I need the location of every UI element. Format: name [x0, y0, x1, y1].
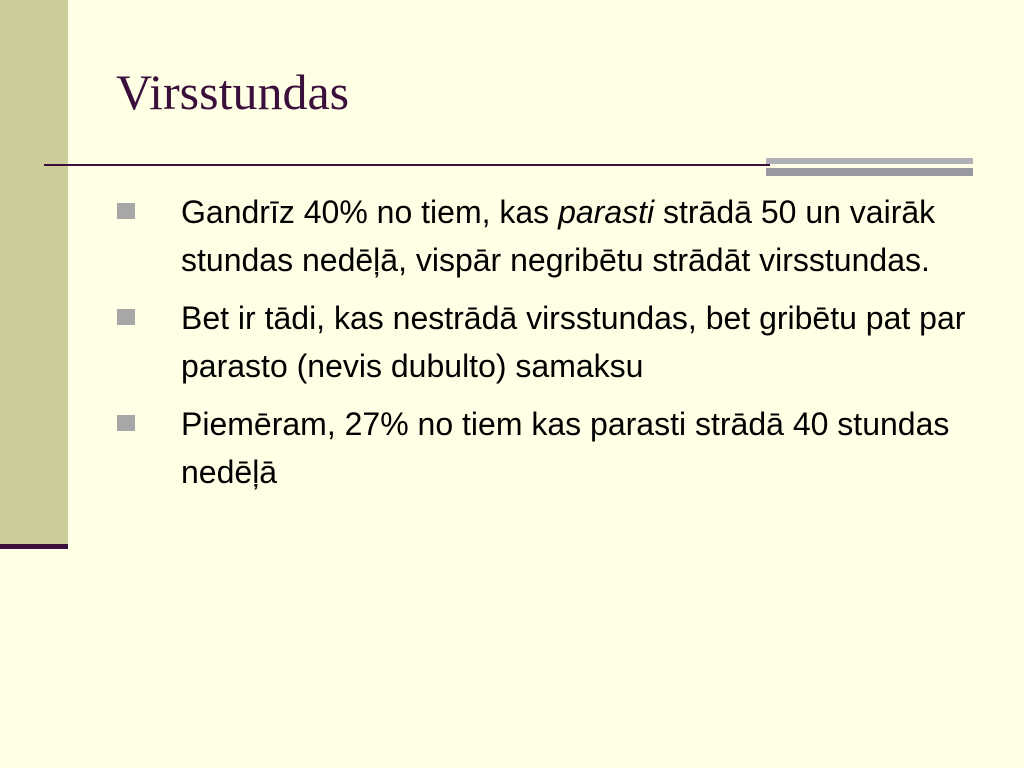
bullet-item-2 [0, 294, 1024, 390]
left-band-bottom-rule [0, 544, 68, 549]
bullet-item-3 [0, 400, 1024, 496]
bullet-text-1 [181, 188, 971, 284]
bullet-1-text-before: Gandrīz 40% no tiem, kas [181, 194, 559, 230]
bullet-list [0, 188, 1024, 506]
title-divider-accent [766, 158, 973, 178]
square-bullet-icon [117, 309, 135, 325]
bullet-text-2: Bet ir tādi, kas nestrādā virsstundas, bet gribētu pat par parasto (nevis dubulto) samaksu [181, 300, 966, 384]
square-bullet-icon [117, 203, 135, 219]
bullet-1-text-after: strādā 50 un vairāk stundas nedēļā, vispār negribētu strādāt virsstundas. [181, 194, 936, 278]
square-bullet-icon [117, 415, 135, 431]
bullet-text-3: Piemēram, 27% no tiem kas parasti strādā 40 stundas nedēļā [181, 406, 950, 490]
title-divider-line [44, 164, 770, 166]
slide-title: Virsstundas [116, 64, 350, 120]
bullet-item-1 [0, 188, 1024, 284]
bullet-1-emphasis: parasti [558, 194, 655, 230]
